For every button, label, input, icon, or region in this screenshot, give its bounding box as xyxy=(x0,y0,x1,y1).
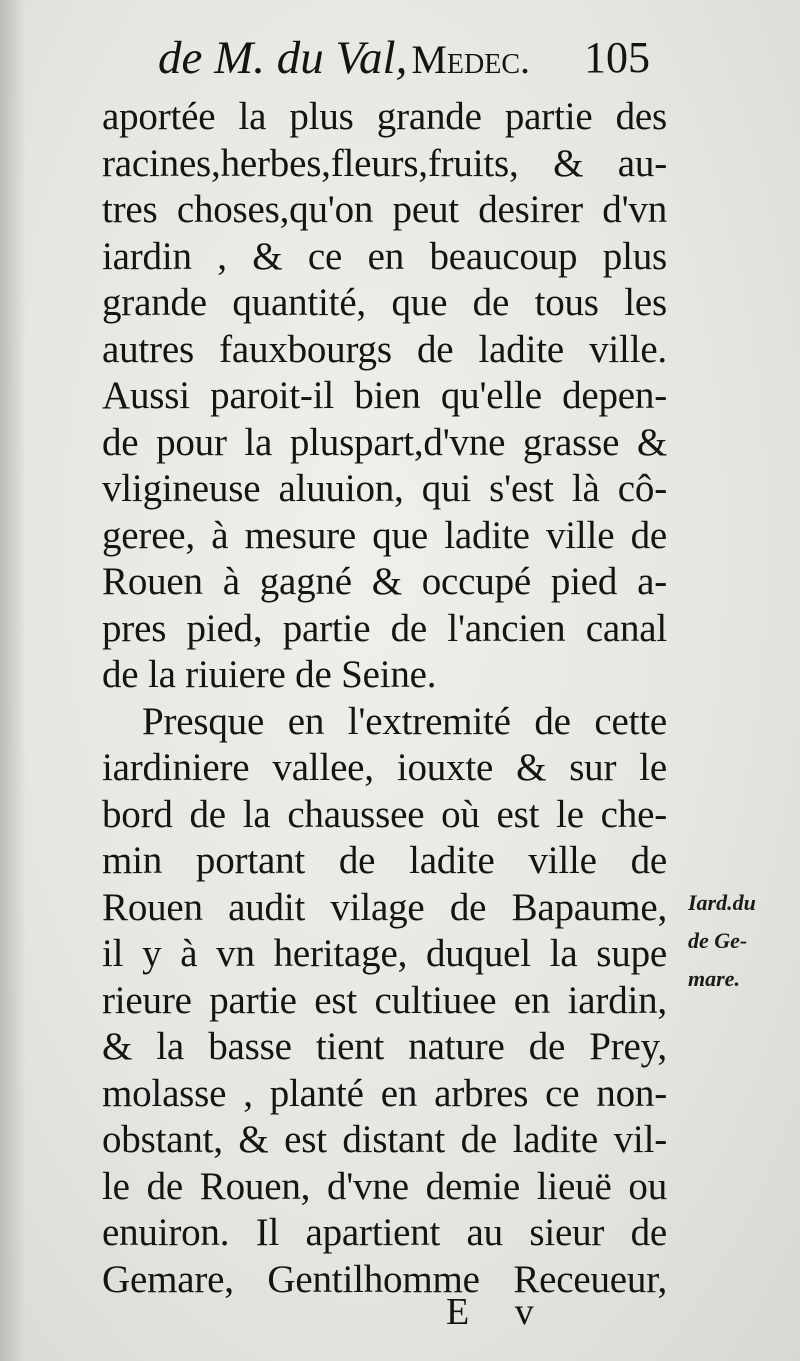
body-line: bord de la chaussee où est le che- xyxy=(102,792,667,836)
body-line: Presque en l'extremité de cette xyxy=(142,699,667,743)
body-line: le de Rouen, d'vne demie lieuë ou xyxy=(102,1164,667,1208)
marginal-note-line: de Ge- xyxy=(688,928,748,953)
running-head-subtitle: Medec. xyxy=(411,37,530,82)
body-line: autres fauxbourgs de ladite ville. xyxy=(102,327,667,371)
body-line: iardin , & ce en beaucoup plus xyxy=(102,234,667,278)
body-line: & la basse tient nature de Prey, xyxy=(102,1025,667,1068)
body-line: enuiron. Il apartient au sieur de xyxy=(102,1211,667,1254)
body-line: il y à vn heritage, duquel la supe xyxy=(102,932,667,975)
body-line: tres choses,qu'on peut desirer d'vn xyxy=(102,188,667,231)
page-number: 105 xyxy=(584,33,650,82)
body-line: pres pied, partie de l'ancien canal xyxy=(102,606,667,650)
spine-shadow xyxy=(0,0,26,1361)
marginal-note xyxy=(688,884,798,998)
marginal-note-line: mare. xyxy=(688,966,740,991)
body-text xyxy=(102,94,667,1303)
body-line: Rouen à gagné & occupé pied a- xyxy=(102,560,667,603)
body-line: iardiniere vallee, iouxte & sur le xyxy=(102,746,667,789)
body-line: de la riuiere de Seine. xyxy=(102,653,437,696)
body-line: grande quantité, que de tous les xyxy=(102,281,667,324)
body-line: racines,herbes,fleurs,fruits, & au- xyxy=(102,141,667,185)
body-line: rieure partie est cultiuee en iardin, xyxy=(102,978,667,1022)
body-line: molasse , planté en arbres ce non- xyxy=(102,1071,667,1115)
marginal-note-line: Iard.du xyxy=(688,890,756,915)
running-head-title: de M. du Val, xyxy=(158,32,408,84)
body-line: Aussi paroit-il bien qu'elle depen- xyxy=(102,374,667,417)
body-line: Rouen audit vilage de Bapaume, xyxy=(102,885,667,929)
body-line: de pour la pluspart,d'vne grasse & xyxy=(102,420,667,464)
body-line: aportée la plus grande partie des xyxy=(102,95,667,138)
running-head xyxy=(158,28,658,88)
body-line: Gemare, Gentilhomme Receueur, xyxy=(102,1257,667,1301)
body-line: geree, à mesure que ladite ville de xyxy=(102,513,667,557)
body-line: min portant de ladite ville de xyxy=(102,839,667,882)
body-line: vligineuse aluuion, qui s'est là cô- xyxy=(102,467,667,510)
signature-mark: E v xyxy=(446,1291,552,1333)
body-line: obstant, & est distant de ladite vil- xyxy=(102,1118,667,1161)
